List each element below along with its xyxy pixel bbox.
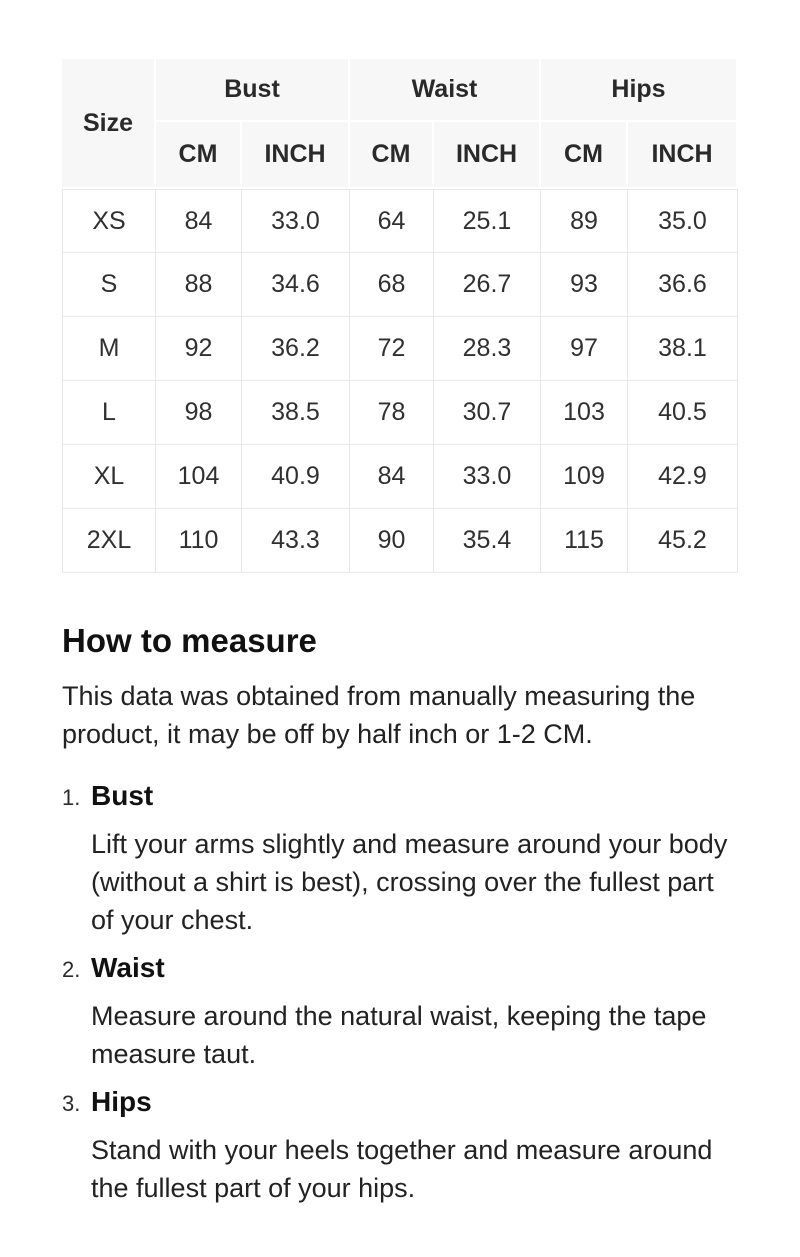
step-description: Lift your arms slightly and measure around your body (without a shirt is best), crossing over the fullest part of your chest. — [91, 829, 728, 935]
measurement-value: 110 — [156, 509, 242, 573]
measurement-value: 115 — [541, 509, 628, 573]
unit-header-inch: INCH — [242, 122, 350, 189]
list-marker: 3. — [62, 1091, 81, 1116]
measurement-value: 72 — [350, 317, 434, 381]
step-heading — [62, 1085, 738, 1121]
measurement-value: 45.2 — [628, 509, 738, 573]
measurement-value: 90 — [350, 509, 434, 573]
list-item-waist — [62, 951, 738, 1073]
table-row — [62, 317, 738, 381]
measurement-value: 38.5 — [242, 381, 350, 445]
size-chart-body — [62, 189, 738, 573]
measurement-value: 40.9 — [242, 445, 350, 509]
measurement-value: 40.5 — [628, 381, 738, 445]
measurement-value: 26.7 — [434, 253, 541, 317]
table-row — [62, 445, 738, 509]
measure-steps-list — [62, 779, 738, 1207]
measurement-value: 33.0 — [434, 445, 541, 509]
step-term: Hips — [91, 1086, 152, 1117]
step-heading — [62, 779, 738, 815]
list-marker: 1. — [62, 785, 81, 810]
size-label: 2XL — [62, 509, 156, 573]
bust-group-header: Bust — [156, 59, 350, 122]
measurement-value: 97 — [541, 317, 628, 381]
measurement-value: 84 — [156, 189, 242, 253]
measurement-value: 34.6 — [242, 253, 350, 317]
measurement-value: 92 — [156, 317, 242, 381]
how-to-measure-intro: This data was obtained from manually measuring the product, it may be off by half inch or 1-2 CM. — [62, 681, 696, 749]
measurement-value: 104 — [156, 445, 242, 509]
size-column-header: Size — [62, 59, 156, 189]
table-row — [62, 509, 738, 573]
measurement-value: 38.1 — [628, 317, 738, 381]
list-item-hips — [62, 1085, 738, 1207]
unit-header-cm: CM — [350, 122, 434, 189]
measurement-value: 33.0 — [242, 189, 350, 253]
size-label: L — [62, 381, 156, 445]
hips-group-header: Hips — [541, 59, 738, 122]
measurement-value: 88 — [156, 253, 242, 317]
waist-group-header: Waist — [350, 59, 541, 122]
measurement-value: 103 — [541, 381, 628, 445]
unit-header-cm: CM — [156, 122, 242, 189]
measurement-value: 64 — [350, 189, 434, 253]
measurement-value: 78 — [350, 381, 434, 445]
measurement-value: 25.1 — [434, 189, 541, 253]
table-row — [62, 253, 738, 317]
step-term: Bust — [91, 780, 154, 811]
measurement-value: 89 — [541, 189, 628, 253]
unit-header-cm: CM — [541, 122, 628, 189]
table-row — [62, 189, 738, 253]
measurement-value: 28.3 — [434, 317, 541, 381]
measurement-value: 98 — [156, 381, 242, 445]
measurement-value: 35.4 — [434, 509, 541, 573]
measurement-value: 43.3 — [242, 509, 350, 573]
measurement-value: 93 — [541, 253, 628, 317]
step-heading — [62, 951, 738, 987]
list-marker: 2. — [62, 957, 81, 982]
size-chart-table — [62, 59, 738, 573]
measurement-value: 42.9 — [628, 445, 738, 509]
measurement-value: 109 — [541, 445, 628, 509]
size-label: XL — [62, 445, 156, 509]
table-row — [62, 381, 738, 445]
measurement-value: 30.7 — [434, 381, 541, 445]
table-unit-header-row — [62, 122, 738, 189]
unit-header-inch: INCH — [628, 122, 738, 189]
measurement-value: 36.6 — [628, 253, 738, 317]
measurement-value: 68 — [350, 253, 434, 317]
size-label: XS — [62, 189, 156, 253]
measurement-value: 35.0 — [628, 189, 738, 253]
how-to-measure-heading: How to measure — [62, 622, 317, 659]
unit-header-inch: INCH — [434, 122, 541, 189]
measurement-value: 36.2 — [242, 317, 350, 381]
step-description: Stand with your heels together and measure around the fullest part of your hips. — [91, 1135, 713, 1203]
table-group-header-row — [62, 59, 738, 122]
step-description: Measure around the natural waist, keeping the tape measure taut. — [91, 1001, 707, 1069]
size-label: M — [62, 317, 156, 381]
step-term: Waist — [91, 952, 165, 983]
size-label: S — [62, 253, 156, 317]
measurement-value: 84 — [350, 445, 434, 509]
list-item-bust — [62, 779, 738, 939]
